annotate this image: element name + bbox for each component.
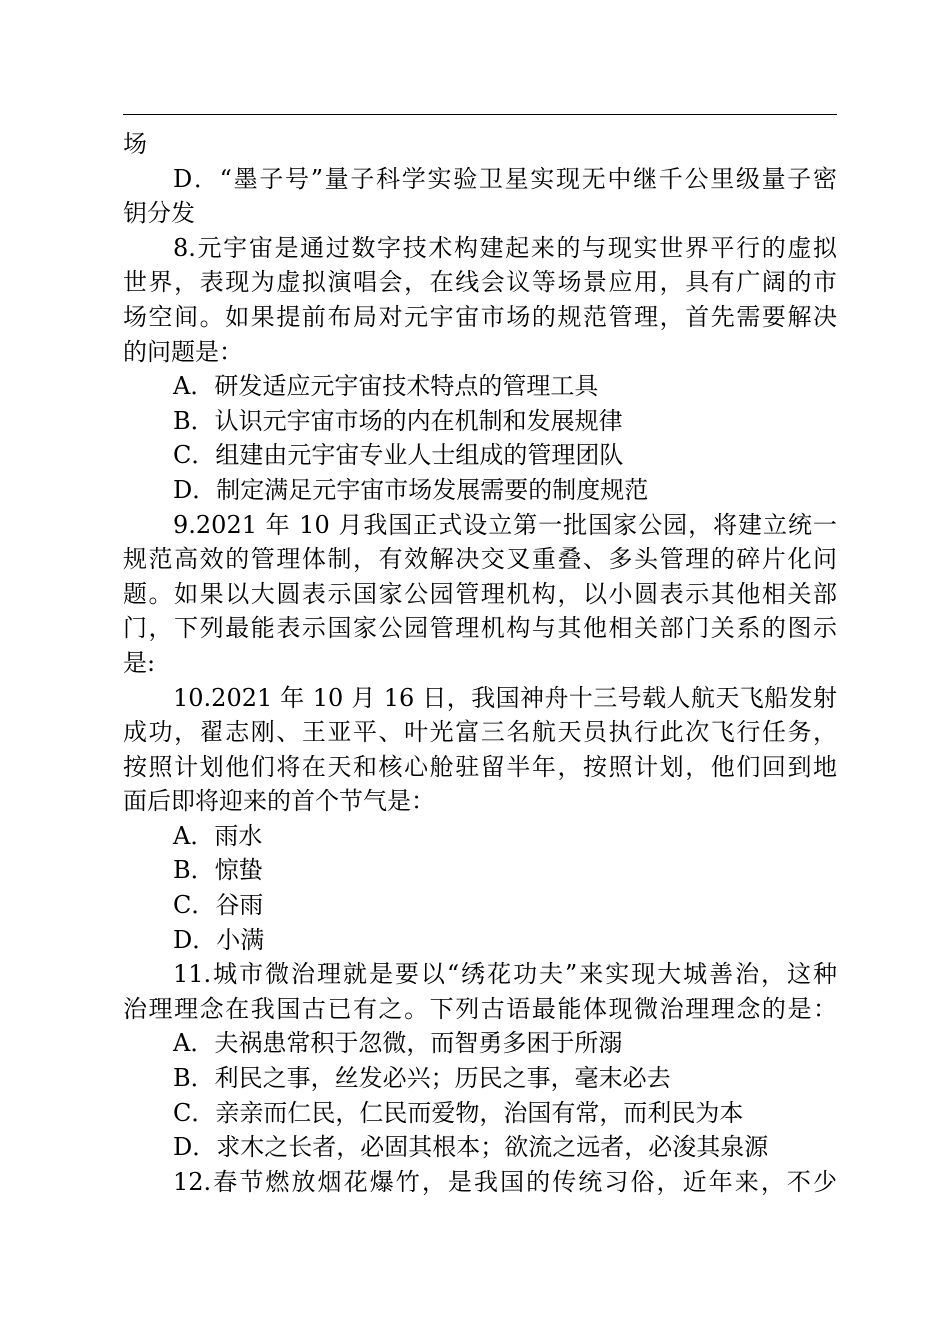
text-line: 的问题是： [123,337,243,366]
text-line: D．“墨子号”量子科学实验卫星实现无中继千公里级量子密 [173,164,837,193]
text-line: D．小满 [173,925,265,954]
text-line: 世界，表现为虚拟演唱会，在线会议等场景应用，具有广阔的市 [123,268,837,297]
text-line: 钥分发 [123,199,195,228]
text-line: B．认识元宇宙市场的内在机制和发展规律 [173,406,623,435]
text-line: A．研发适应元宇宙技术特点的管理工具 [173,372,599,401]
document-body [123,127,837,1199]
text-line: D．制定满足元宇宙市场发展需要的制度规范 [173,475,649,504]
text-line: 面后即将迎来的首个节气是： [123,787,435,816]
text-line: 9.2021 年 10 月我国正式设立第一批国家公园，将建立统一 [173,510,837,539]
header-rule [123,114,837,115]
text-line: 门，下列最能表示国家公园管理机构与其他相关部门关系的图示 [123,614,837,643]
text-line: 10.2021 年 10 月 16 日，我国神舟十三号载人航天飞船发射 [173,683,837,712]
text-line: 11.城市微治理就是要以“绣花功夫”来实现大城善治，这种 [173,960,837,989]
text-line: A．雨水 [173,821,263,850]
text-line: 题。如果以大圆表示国家公园管理机构，以小圆表示其他相关部 [123,579,837,608]
text-line: C．谷雨 [173,891,264,920]
text-line: D．求木之长者，必固其根本；欲流之远者，必浚其泉源 [173,1133,769,1162]
text-line: 8.元宇宙是通过数字技术构建起来的与现实世界平行的虚拟 [173,233,837,262]
text-line: 是: [123,648,156,677]
text-line: C．组建由元宇宙专业人士组成的管理团队 [173,441,624,470]
text-line: 按照计划他们将在天和核心舱驻留半年，按照计划，他们回到地 [123,752,837,781]
text-line: 场 [123,130,147,158]
text-line: C．亲亲而仁民，仁民而爱物，治国有常，而利民为本 [173,1098,744,1127]
text-line: B．惊蛰 [173,856,263,885]
text-line: 成功，翟志刚、王亚平、叶光富三名航天员执行此次飞行任务， [123,718,837,747]
text-line: A．夫祸患常积于忽微，而智勇多困于所溺 [173,1029,623,1058]
text-line: 场空间。如果提前布局对元宇宙市场的规范管理，首先需要解决 [123,302,837,331]
text-line: 12.春节燃放烟花爆竹，是我国的传统习俗，近年来，不少 [173,1167,837,1196]
text-line: 治理理念在我国古已有之。下列古语最能体现微治理理念的是： [123,994,837,1023]
text-line: 规范高效的管理体制，有效解决交叉重叠、多头管理的碎片化问 [123,545,837,574]
text-line: B．利民之事，丝发必兴；历民之事，毫末必去 [173,1064,671,1093]
